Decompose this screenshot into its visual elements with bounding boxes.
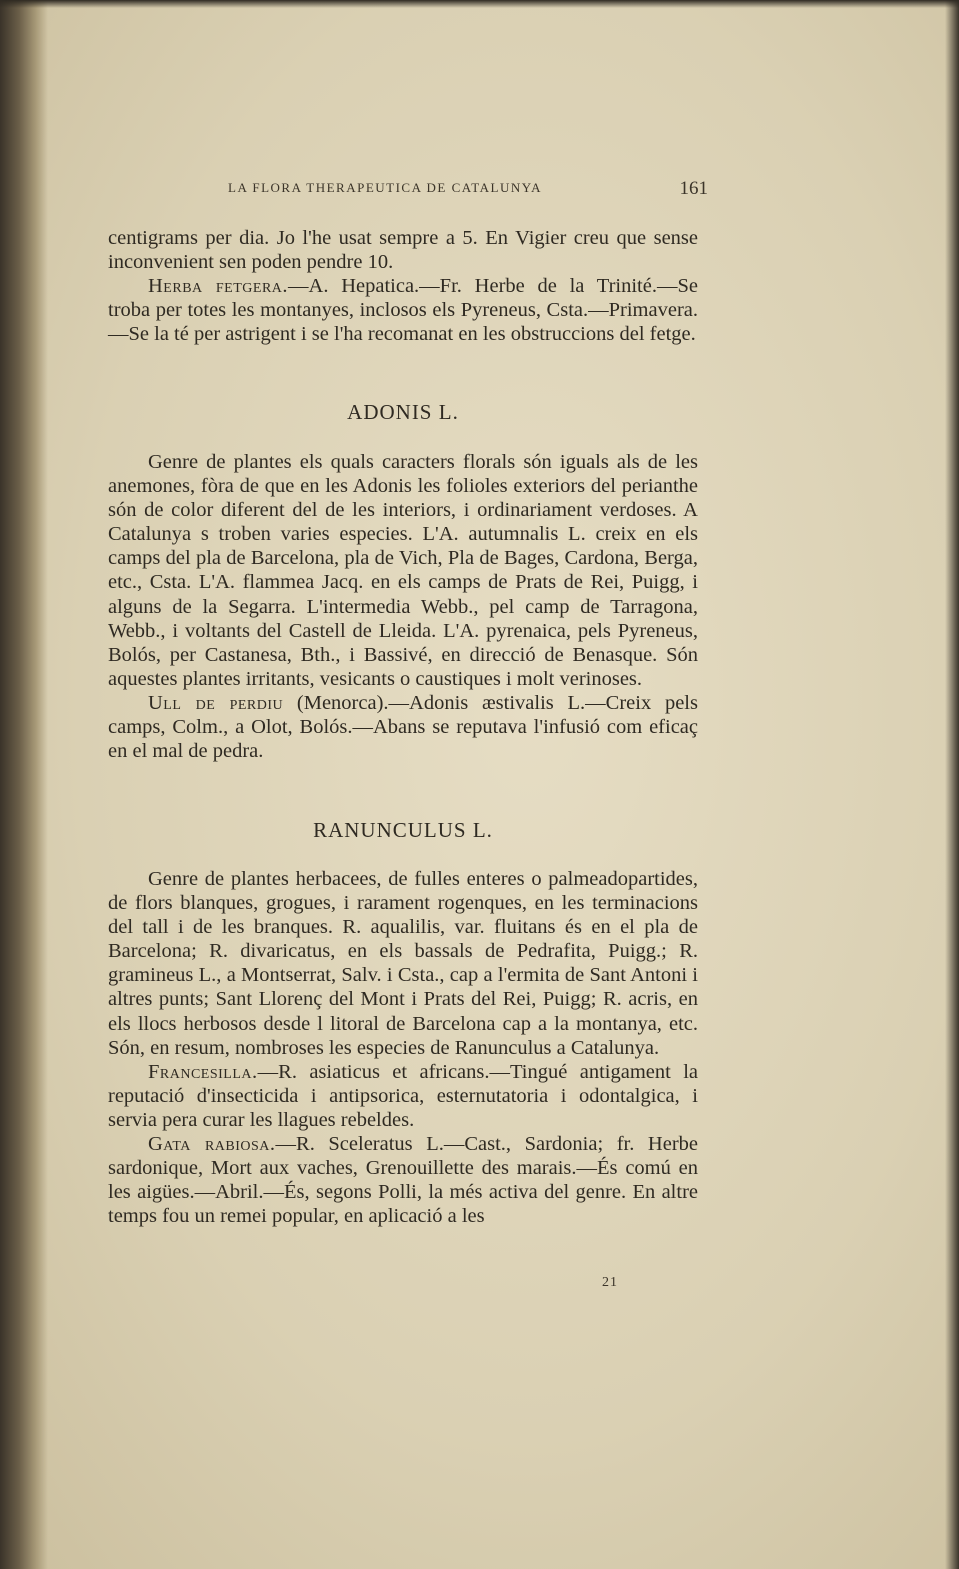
paragraph-ull-de-perdiu-text: (Menorca).—Adonis æstivalis L.—Creix pels camps, Colm., a Olot, Bolós.—Abans se reputava l'infusió com eficaç en el mal de pedra. [108,691,698,763]
paragraph-gata-rabiosa [108,1132,698,1228]
running-head: LA FLORA THERAPEUTICA DE CATALUNYA [228,180,543,195]
text-block-intro [108,226,698,346]
plant-name-gata-rabiosa: Gata rabiosa. [148,1133,276,1156]
paragraph-adonis-genre: Genre de plantes els quals caracters florals són iguals als de les anemones, fòra de que en les Adonis les folioles exteriors del perianthe són de color diferent del de les interiors, i ordinariament verdoses. A Catalunya s troben varies especies. L'A. autumnalis L. creix en els camps del pla de Barcelona, pla de Vich, Pla de Bages, Cardona, Berga, etc., Csta. L'A. flammea Jacq. en els camps de Prats de Rei, Puigg, i alguns de la Segarra. L'intermedia Webb., pel camp de Tarragona, Webb., i voltants del Castell de Lleida. L'A. pyrenaica, pels Pyreneus, Bolós, per Castanesa, Bth., i Bassivé, en direcció de Benasque. Són aquestes plantes irritants, vesicants o caustiques i molt verinoses. [108,451,698,690]
paragraph-francesilla-text: —R. asiaticus et africans.—Tingué antigament la reputació d'insecticida i antipsorica, esternutatoria i odontalgica, i servia pera curar les llagues rebeldes. [108,1060,698,1131]
paragraph-ull-de-perdiu [108,691,698,763]
page-edge-shadow [945,0,959,1569]
text-block-ranunculus [108,867,698,1228]
plant-name-herba-fetgera: Herba fetgera. [148,275,289,298]
book-binding-shadow [0,0,48,1569]
text-block-adonis [108,450,698,763]
paragraph-herba-fetgera-text: —A. Hepatica.—Fr. Herbe de la Trinité.—Se troba per totes les montanyes, inclosos els Pyreneus, Csta.—Primavera.—Se la té per astrigent i se l'ha recomanat en les obstruccions del fetge. [108,275,698,346]
section-title-adonis: ADONIS L. [347,400,459,424]
plant-name-ull-de-perdiu: Ull de perdiu [148,691,284,714]
paragraph-herba-fetgera [108,274,698,346]
signature-mark: 21 [602,1275,618,1290]
page-top-shadow [0,0,959,8]
plant-name-francesilla: Francesilla. [148,1060,258,1083]
paragraph-gata-rabiosa-text: —R. Sceleratus L.—Cast., Sardonia; fr. Herbe sardonique, Mort aux vaches, Grenouillette des marais.—És comú en les aigües.—Abril.—És, segons Polli, la més activa del genre. En altre temps fou un remei popular, en aplicació a les [108,1133,698,1228]
page-number: 161 [679,178,708,199]
paragraph-centigrams: centigrams per dia. Jo l'he usat sempre a 5. En Vigier creu que sense inconvenient sen poden pendre 10. [108,227,698,274]
paragraph-francesilla [108,1060,698,1132]
section-title-ranunculus: RANUNCULUS L. [313,818,493,842]
paragraph-ranunculus-genre: Genre de plantes herbacees, de fulles enteres o palmeadopartides, de flors blanques, grogues, i rarament rogenques, en les terminacions del tall i de les branques. R. aqualilis, var. fluitans és en el pla de Barcelona; R. divaricatus, en els bassals de Pedrafita, Puigg.; R. gramineus L., a Montserrat, Salv. i Csta., cap a l'ermita de Sant Antoni i altres punts; Sant Llorenç del Mont i Prats del Rei, Puigg; R. acris, en els llocs herbosos desde l litoral de Barcelona cap a la montanya, etc. Són, en resum, nombroses les especies de Ranunculus a Catalunya. [108,868,698,1059]
